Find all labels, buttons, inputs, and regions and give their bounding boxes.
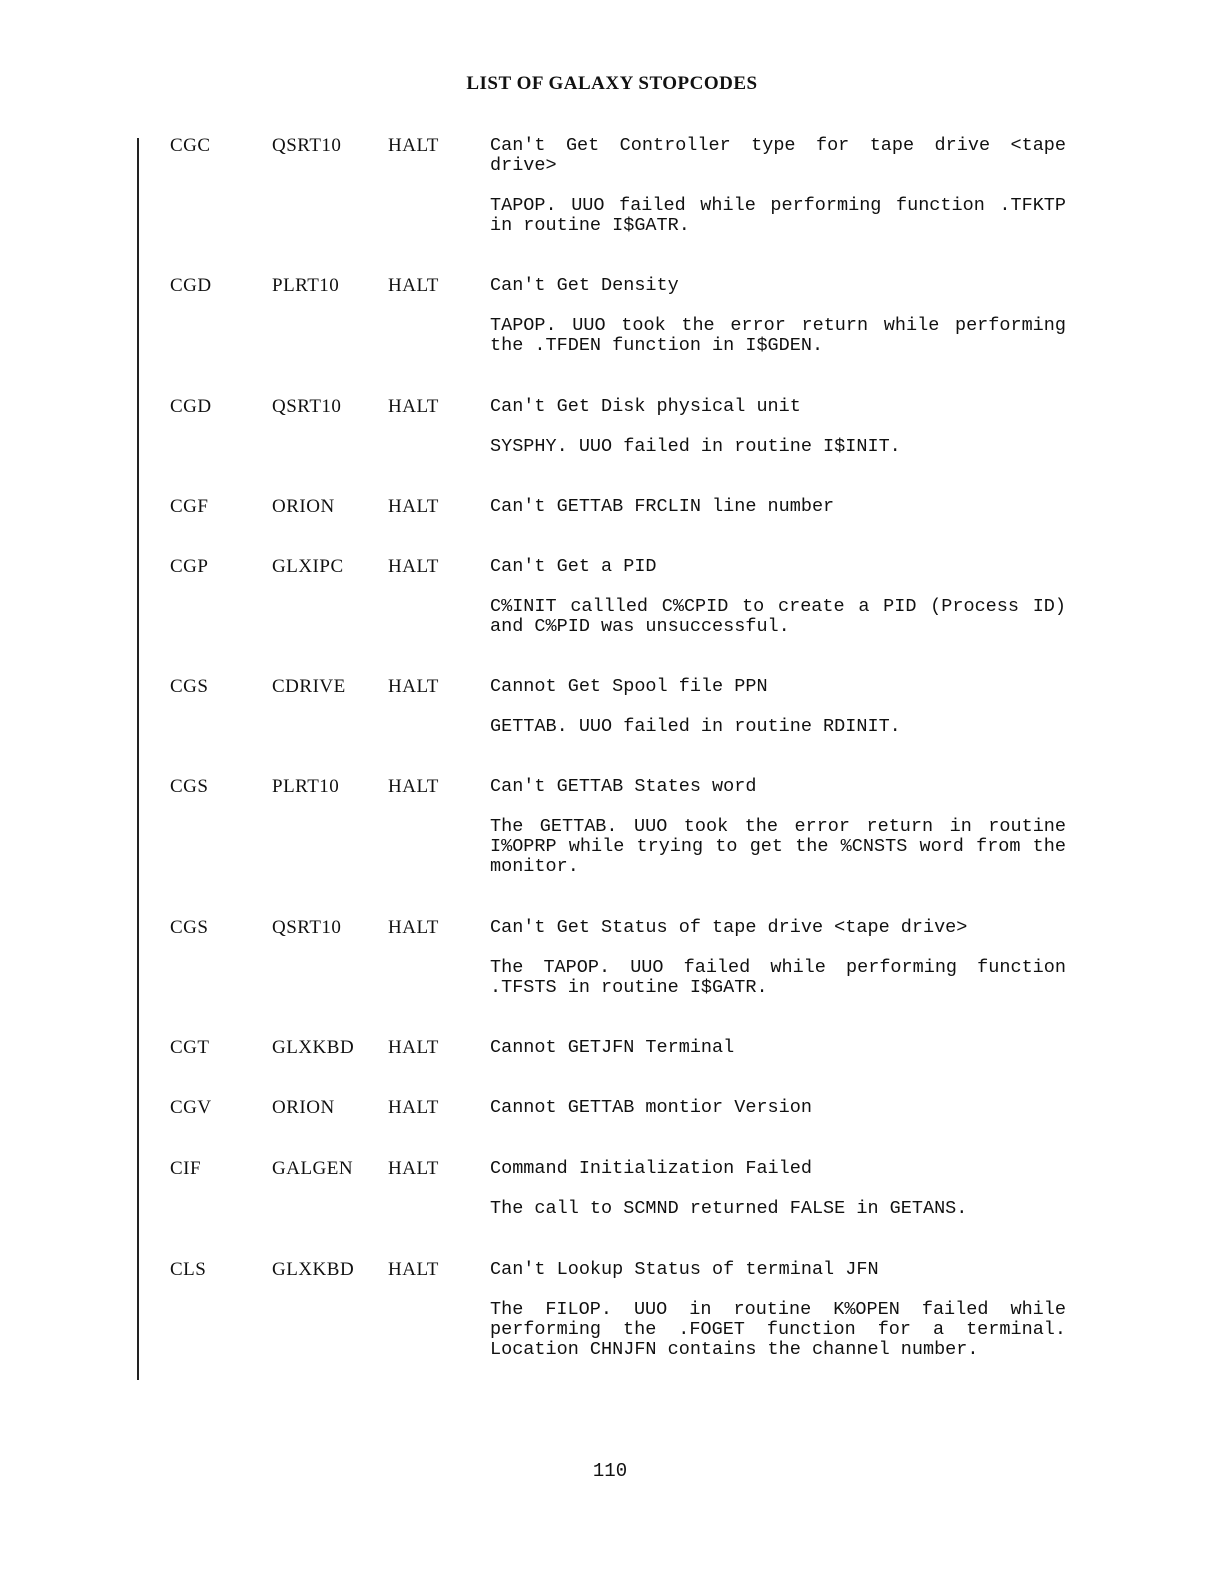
stopcode: CGD bbox=[170, 396, 212, 417]
message: Can't Get Status of tape drive <tape drive> bbox=[490, 917, 968, 938]
action: HALT bbox=[388, 917, 439, 938]
module-name: GLXIPC bbox=[272, 556, 344, 577]
message: Can't Get Density bbox=[490, 275, 679, 296]
stopcode: CGC bbox=[170, 135, 211, 156]
description bbox=[490, 276, 1066, 356]
action: HALT bbox=[388, 1158, 439, 1179]
message: Cannot GETTAB montior Version bbox=[490, 1097, 812, 1118]
explanation: GETTAB. UUO failed in routine RDINIT. bbox=[490, 716, 901, 737]
stopcode: CGS bbox=[170, 676, 209, 697]
description bbox=[490, 136, 1066, 236]
stopcode: CGT bbox=[170, 1037, 210, 1058]
explanation: TAPOP. UUO failed while performing function .TFKTP in routine I$GATR. bbox=[490, 195, 1066, 236]
explanation: C%INIT callled C%CPID to create a PID (Process ID) and C%PID was unsuccessful. bbox=[490, 596, 1066, 637]
description bbox=[490, 677, 1066, 737]
message: Can't GETTAB FRCLIN line number bbox=[490, 496, 835, 517]
module-name: QSRT10 bbox=[272, 917, 342, 938]
description bbox=[490, 1159, 1066, 1219]
module-name: GALGEN bbox=[272, 1158, 354, 1179]
explanation: TAPOP. UUO took the error return while performing the .TFDEN function in I$GDEN. bbox=[490, 315, 1066, 356]
module-name: GLXKBD bbox=[272, 1259, 355, 1280]
description bbox=[490, 777, 1066, 877]
action: HALT bbox=[388, 556, 439, 577]
explanation: The call to SCMND returned FALSE in GETANS. bbox=[490, 1198, 968, 1219]
description bbox=[490, 397, 1066, 457]
description bbox=[490, 1098, 1066, 1118]
action: HALT bbox=[388, 1097, 439, 1118]
page-title: LIST OF GALAXY STOPCODES bbox=[466, 73, 758, 94]
message: Can't Get Controller type for tape drive <tape drive> bbox=[490, 135, 1066, 176]
page-number: 110 bbox=[592, 1460, 628, 1482]
module-name: PLRT10 bbox=[272, 275, 340, 296]
module-name: GLXKBD bbox=[272, 1037, 355, 1058]
explanation: The TAPOP. UUO failed while performing function .TFSTS in routine I$GATR. bbox=[490, 957, 1066, 998]
module-name: PLRT10 bbox=[272, 776, 340, 797]
message: Command Initialization Failed bbox=[490, 1158, 812, 1179]
action: HALT bbox=[388, 496, 439, 517]
message: Cannot GETJFN Terminal bbox=[490, 1037, 735, 1058]
action: HALT bbox=[388, 1259, 439, 1280]
message: Can't Get a PID bbox=[490, 556, 657, 577]
action: HALT bbox=[388, 396, 439, 417]
message: Can't Get Disk physical unit bbox=[490, 396, 801, 417]
message: Can't Lookup Status of terminal JFN bbox=[490, 1259, 879, 1280]
module-name: ORION bbox=[272, 496, 335, 517]
stopcode: CGD bbox=[170, 275, 212, 296]
action: HALT bbox=[388, 676, 439, 697]
action: HALT bbox=[388, 135, 439, 156]
stopcode: CGV bbox=[170, 1097, 212, 1118]
description bbox=[490, 497, 1066, 517]
description bbox=[490, 1038, 1066, 1058]
module-name: QSRT10 bbox=[272, 135, 342, 156]
stopcode: CIF bbox=[170, 1158, 202, 1179]
stopcode: CGS bbox=[170, 776, 209, 797]
explanation: SYSPHY. UUO failed in routine I$INIT. bbox=[490, 436, 901, 457]
description bbox=[490, 918, 1066, 998]
message: Can't GETTAB States word bbox=[490, 776, 757, 797]
module-name: ORION bbox=[272, 1097, 335, 1118]
action: HALT bbox=[388, 1037, 439, 1058]
explanation: The FILOP. UUO in routine K%OPEN failed while performing the .FOGET function for a terminal. Location CHNJFN contains the channel number. bbox=[490, 1299, 1066, 1360]
action: HALT bbox=[388, 275, 439, 296]
message: Cannot Get Spool file PPN bbox=[490, 676, 768, 697]
stopcode: CGP bbox=[170, 556, 209, 577]
explanation: The GETTAB. UUO took the error return in routine I%OPRP while trying to get the %CNSTS word from the monitor. bbox=[490, 816, 1066, 877]
action: HALT bbox=[388, 776, 439, 797]
description bbox=[490, 1260, 1066, 1360]
stopcode: CGF bbox=[170, 496, 209, 517]
description bbox=[490, 557, 1066, 637]
stopcode: CGS bbox=[170, 917, 209, 938]
stopcode: CLS bbox=[170, 1259, 207, 1280]
change-bar bbox=[137, 138, 139, 1380]
module-name: QSRT10 bbox=[272, 396, 342, 417]
module-name: CDRIVE bbox=[272, 676, 346, 697]
